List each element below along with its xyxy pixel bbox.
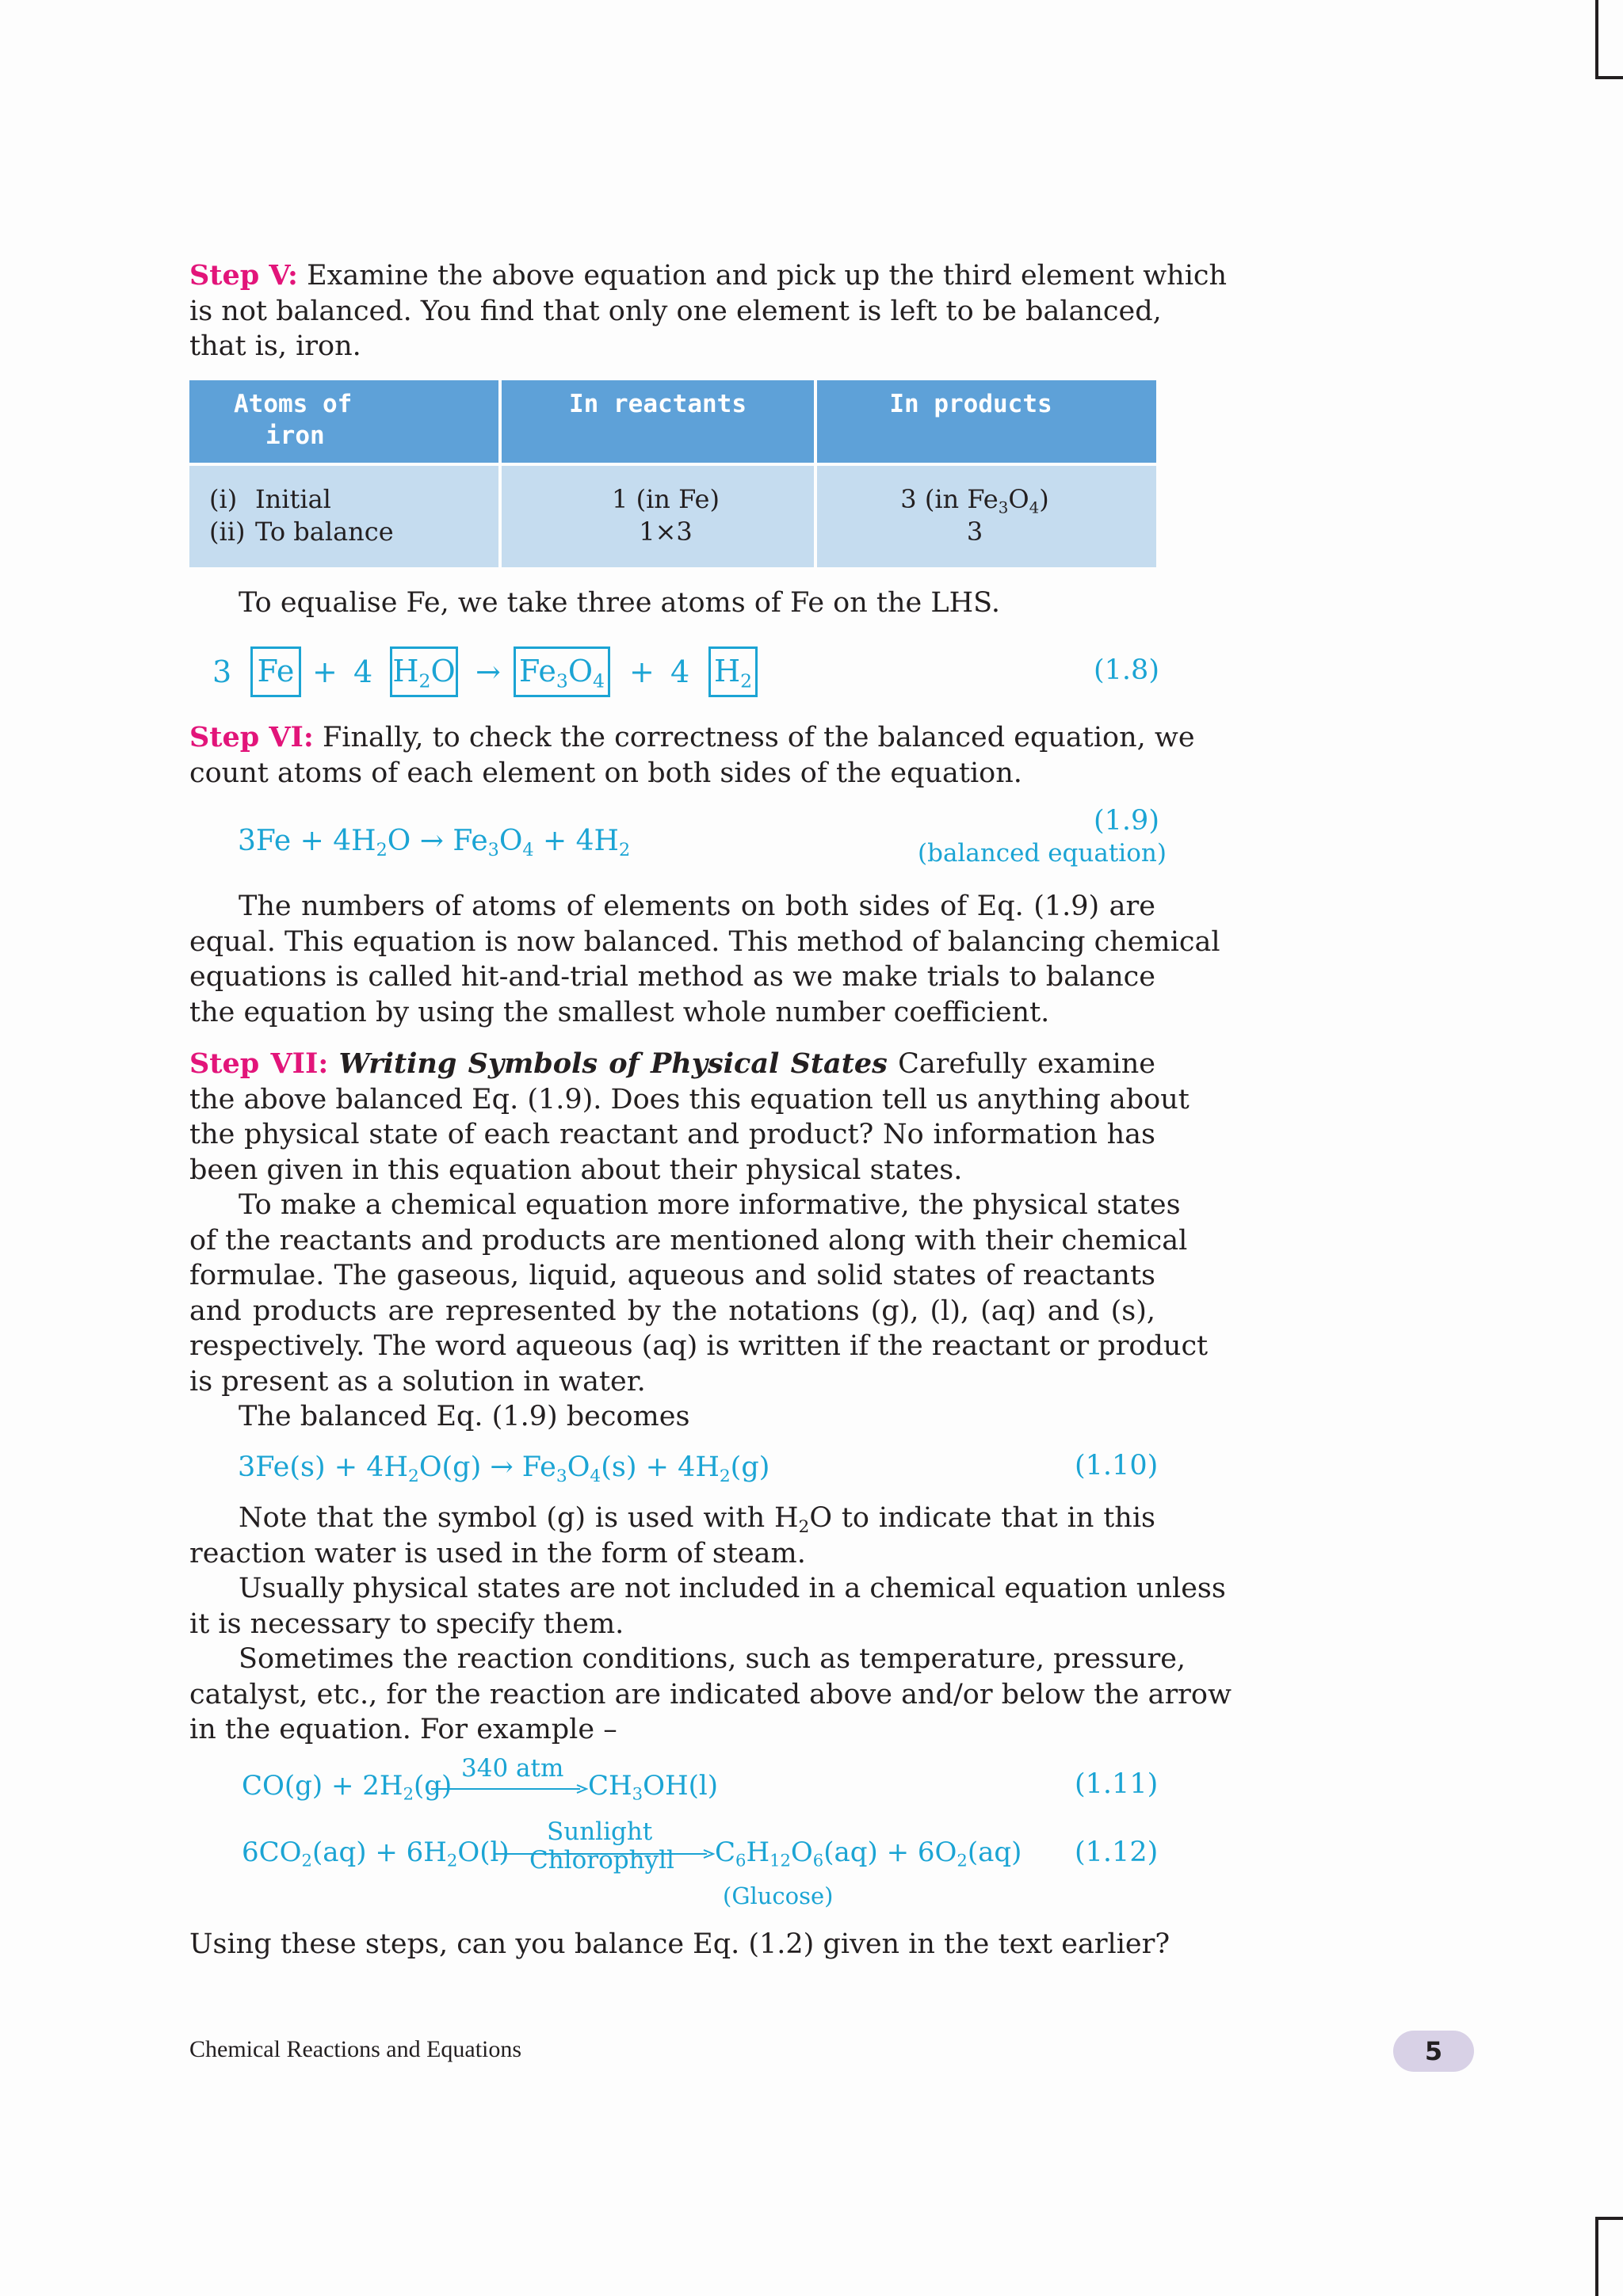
table-cell-labels <box>189 466 498 567</box>
eq-box-fe3o4: $Fe_3O_4$ <box>514 646 610 697</box>
table-cell-reactants: 1 (in Fe) 1×3 <box>502 466 814 567</box>
step-vi-paragraph: Step VI: Finally, to check the correctness of the balanced equation, we count atoms of each element on both sides of the equation. <box>189 721 1195 789</box>
step-vi-label: Step VI: <box>189 721 314 753</box>
equation-number: (1.8) <box>1094 654 1159 686</box>
crop-mark-top-right-h <box>1595 76 1623 79</box>
eq-box-fe: Fe <box>250 646 301 697</box>
equation-number: (1.10) <box>1075 1450 1159 1482</box>
page-number-badge: 5 <box>1393 2031 1474 2072</box>
closing-paragraph: Using these steps, can you balance Eq. (1.2) given in the text earlier? <box>189 1928 1170 1960</box>
equation-number: (1.12) <box>1075 1836 1159 1868</box>
crop-mark-bottom-right <box>1595 2217 1598 2296</box>
table-row: (i) Initial <box>209 484 331 514</box>
table-header-reactants: In reactants <box>502 380 814 463</box>
crop-mark-bottom-right-h <box>1595 2217 1623 2220</box>
glucose-label: (Glucose) <box>723 1882 834 1909</box>
step-vii-label: Step VII: <box>189 1047 329 1080</box>
eq-box-h2: $H_2$ <box>708 646 758 697</box>
hit-and-trial-paragraph: The numbers of atoms of elements on both sides of Eq. (1.9) are equal. This equation is now balanced. This method of balancing chemical equations is called hit-and-trial method as we make trials to balance the equation by using the smallest whole number coefficient. <box>189 891 1220 1028</box>
table-header-atoms: Atoms of iron <box>189 380 498 463</box>
crop-mark-top-right <box>1595 0 1598 79</box>
iron-atoms-table <box>189 380 1156 567</box>
footer-chapter-title: Chemical Reactions and Equations <box>189 2036 522 2062</box>
equation-number: (1.11) <box>1075 1768 1159 1800</box>
balanced-equation-note: (balanced equation) <box>918 839 1167 868</box>
step-v-paragraph: Step V: Examine the above equation and pick up the third element which is not balanced. You find that only one element is left to be balanced, that is, iron. <box>189 259 1228 362</box>
steam-note-paragraph: Note that the symbol (g) is used with $H_2O$ to indicate that in this reaction water is used in the form of steam. Usually physical states are not included in a chemical equation unless it is necessary to specify them. Sometimes the reaction conditions, such as temperature, pressure, catalyst, etc., for the reaction are indicated above and/or below the arrow in the equation. For example – <box>189 1502 1232 1745</box>
condition-above: Sunlight <box>547 1817 653 1846</box>
step-v-label: Step V: <box>189 259 298 292</box>
equalise-paragraph: To equalise Fe, we take three atoms of Fe on the LHS. <box>239 587 1000 619</box>
table-header-products: In products <box>817 380 1156 463</box>
physical-states-paragraph: To make a chemical equation more informative, the physical states of the reactants and products are mentioned along with their chemical formulae. The gaseous, liquid, aqueous and solid states of reactants and products are represented by the notations (g), (l), (aq) and (s), respectively. The word aqueous (aq) is written if the reactant or product is present as a solution in water. The balanced Eq. (1.9) becomes <box>189 1189 1209 1432</box>
reaction-arrow <box>431 1783 588 1794</box>
table-cell-products: 3 (in $Fe_3O_4$) 3 <box>817 466 1156 567</box>
table-row: (ii) To balance <box>209 517 394 547</box>
step-vii-title: Writing Symbols of Physical States <box>338 1047 888 1080</box>
eq-box-h2o: $H_2O$ <box>390 646 458 697</box>
condition-above: 340 atm <box>461 1754 564 1783</box>
condition-below: Chlorophyll <box>529 1846 674 1875</box>
step-vii-paragraph: Step VII: Writing Symbols of Physical States Carefully examine the above balanced Eq. (1.9). Does this equation tell us anything about the physical state of each reactant and product? No information has been given in this equation about their physical states. <box>189 1047 1190 1186</box>
equation-number: (1.9) <box>1094 805 1159 837</box>
